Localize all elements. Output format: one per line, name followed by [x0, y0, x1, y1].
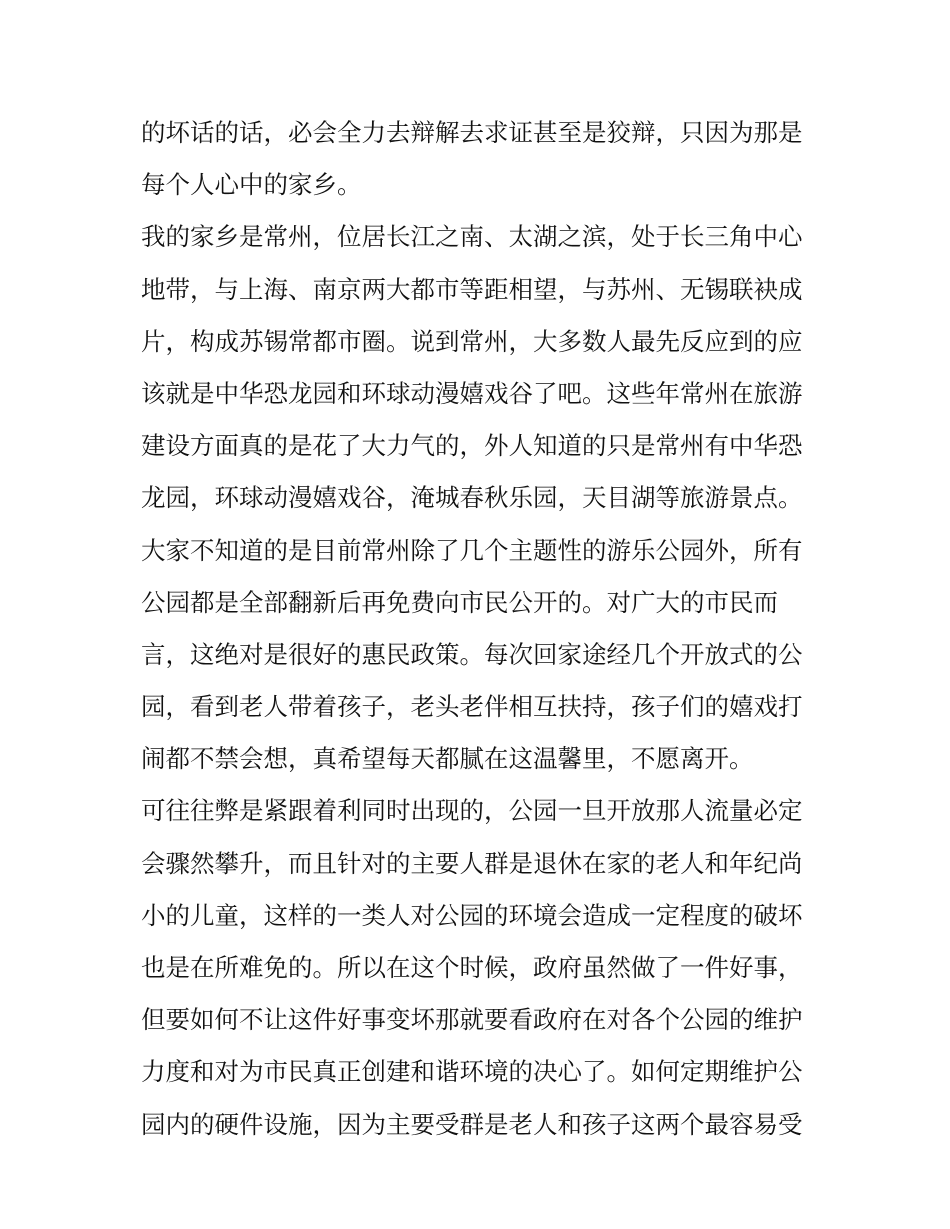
- text-line: 龙园，环球动漫嬉戏谷，淹城春秋乐园，天目湖等旅游景点。: [141, 483, 803, 513]
- text-line: 公园都是全部翻新后再免费向市民公开的。对广大的市民而: [141, 587, 778, 617]
- text-line: 园内的硬件设施，因为主要受群是老人和孩子这两个最容易受: [141, 1109, 803, 1139]
- text-line: 小的儿童，这样的一类人对公园的环境会造成一定程度的破坏: [141, 900, 803, 930]
- text-line: 地带，与上海、南京两大都市等距相望，与苏州、无锡联袂成: [141, 274, 803, 304]
- text-line: 我的家乡是常州，位居长江之南、太湖之滨，处于长三角中心: [141, 222, 803, 252]
- text-line: 该就是中华恐龙园和环球动漫嬉戏谷了吧。这些年常州在旅游: [141, 378, 803, 408]
- text-line: 的坏话的话，必会全力去辩解去求证甚至是狡辩，只因为那是: [141, 118, 803, 147]
- text-line: 园，看到老人带着孩子，老头老伴相互扶持，孩子们的嬉戏打: [141, 692, 803, 722]
- text-line: 会骤然攀升，而且针对的主要人群是退休在家的老人和年纪尚: [141, 848, 803, 878]
- text-line: 每个人心中的家乡。: [141, 170, 362, 200]
- text-line: 建设方面真的是花了大力气的，外人知道的只是常州有中华恐: [141, 431, 803, 461]
- text-line: 言，这绝对是很好的惠民政策。每次回家途经几个开放式的公: [141, 639, 803, 669]
- text-line: 可往往弊是紧跟着利同时出现的，公园一旦开放那人流量必定: [141, 796, 803, 826]
- text-line: 力度和对为市民真正创建和谐环境的决心了。如何定期维护公: [141, 1057, 803, 1087]
- text-line: 大家不知道的是目前常州除了几个主题性的游乐公园外，所有: [141, 535, 803, 565]
- body-text: [141, 107, 813, 1151]
- text-line: 也是在所难免的。所以在这个时候，政府虽然做了一件好事，: [141, 953, 803, 982]
- text-line: 片，构成苏锡常都市圈。说到常州，大多数人最先反应到的应: [141, 326, 803, 356]
- text-line: 闹都不禁会想，真希望每天都腻在这温馨里，不愿离开。: [141, 744, 754, 774]
- text-line: 但要如何不让这件好事变坏那就要看政府在对各个公园的维护: [141, 1005, 803, 1035]
